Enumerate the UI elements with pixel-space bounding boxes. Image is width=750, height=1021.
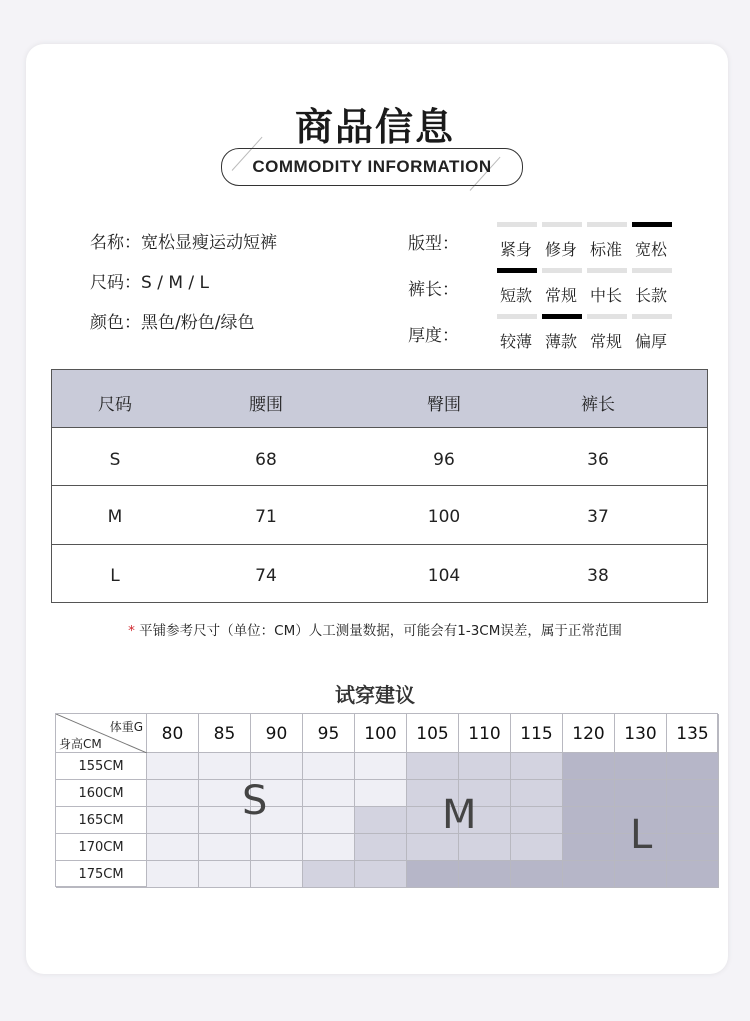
attribute-bar — [497, 268, 537, 273]
weight-header-label: 115 — [520, 724, 553, 744]
recommend-cell — [615, 780, 667, 807]
table-row — [52, 428, 707, 486]
product-name: 名称：宽松显瘦运动短裤 — [90, 233, 277, 253]
recommend-cell — [615, 753, 667, 780]
recommend-cell — [563, 753, 615, 780]
attribute-option[interactable]: 常规 — [589, 332, 622, 351]
recommend-cell — [303, 780, 355, 807]
recommend-cell — [147, 807, 199, 834]
weight-header-label: 80 — [161, 724, 184, 744]
height-header-label: 175CM — [78, 867, 124, 882]
note-text: 平铺参考尺寸（单位：CM）人工测量数据，可能会有1-3CM误差，属于正常范围 — [134, 623, 622, 639]
table-cell: 37 — [587, 507, 609, 527]
weight-header-label: 105 — [416, 724, 449, 744]
recommend-cell — [303, 753, 355, 780]
recommend-cell — [511, 861, 563, 888]
grid-corner — [56, 714, 147, 753]
weight-header-cell — [563, 714, 615, 753]
attribute-bar — [587, 222, 627, 227]
recommend-cell — [511, 753, 563, 780]
weight-header-cell — [355, 714, 407, 753]
corner-height-label: 身高CM — [59, 737, 102, 751]
table-cell: 74 — [255, 566, 277, 586]
size-region-label: L — [630, 812, 653, 858]
weight-header-cell — [667, 714, 719, 753]
recommend-cell — [199, 861, 251, 888]
attribute-option[interactable]: 宽松 — [634, 240, 667, 259]
page-title: 商品信息 — [294, 105, 455, 149]
recommend-cell — [147, 780, 199, 807]
recommend-cell — [563, 861, 615, 888]
recommend-cell — [303, 834, 355, 861]
product-sizes: 尺码：S / M / L — [90, 273, 209, 293]
table-cell: 100 — [427, 507, 461, 527]
table-row — [52, 546, 707, 604]
table-header-cell: 裤长 — [581, 395, 615, 415]
weight-header-cell — [615, 714, 667, 753]
weight-header-cell — [511, 714, 563, 753]
size-table — [51, 369, 708, 603]
recommend-cell — [147, 861, 199, 888]
recommend-cell — [303, 861, 355, 888]
attribute-option[interactable]: 薄款 — [544, 332, 577, 351]
recommend-cell — [667, 861, 719, 888]
recommend-cell — [355, 807, 407, 834]
recommend-cell — [407, 834, 459, 861]
recommend-cell — [563, 834, 615, 861]
recommend-cell — [303, 807, 355, 834]
attribute-option[interactable]: 常规 — [544, 286, 577, 305]
attribute-bar — [632, 314, 672, 319]
weight-header-label: 95 — [317, 724, 340, 744]
table-cell: 71 — [255, 507, 277, 527]
weight-header-label: 90 — [265, 724, 288, 744]
table-cell: 68 — [255, 450, 277, 470]
attribute-option[interactable]: 偏厚 — [634, 332, 667, 351]
weight-header-cell — [251, 714, 303, 753]
attribute-bar — [587, 314, 627, 319]
recommend-cell — [667, 807, 719, 834]
height-header-label: 170CM — [78, 840, 124, 855]
recommend-cell — [459, 753, 511, 780]
table-cell: 104 — [427, 566, 461, 586]
weight-header-cell — [459, 714, 511, 753]
size-recommend-grid — [55, 713, 718, 887]
height-header-cell — [56, 834, 147, 861]
note-star: * — [128, 623, 135, 639]
attribute-bar — [587, 268, 627, 273]
attribute-option[interactable]: 修身 — [544, 240, 577, 259]
table-cell: 96 — [433, 450, 455, 470]
recommend-cell — [511, 780, 563, 807]
recommend-cell — [355, 753, 407, 780]
weight-header-cell — [147, 714, 199, 753]
recommend-cell — [407, 753, 459, 780]
recommend-cell — [355, 834, 407, 861]
size-region-label: S — [242, 778, 268, 824]
attribute-bar — [497, 314, 537, 319]
weight-header-label: 110 — [468, 724, 501, 744]
attribute-bar — [542, 222, 582, 227]
weight-header-label: 130 — [624, 724, 657, 744]
recommend-cell — [563, 807, 615, 834]
measure-note — [0, 619, 750, 639]
table-header-cell: 腰围 — [249, 395, 283, 415]
weight-header-cell — [407, 714, 459, 753]
table-header-cell: 尺码 — [98, 395, 132, 415]
page-subtitle: COMMODITY INFORMATION — [221, 148, 523, 186]
attribute-option[interactable]: 标准 — [589, 240, 622, 259]
recommend-cell — [355, 861, 407, 888]
height-header-label: 155CM — [78, 759, 124, 774]
height-header-cell — [56, 861, 147, 888]
recommend-cell — [667, 834, 719, 861]
recommend-cell — [459, 834, 511, 861]
table-cell: 36 — [587, 450, 609, 470]
attribute-bar — [632, 222, 672, 227]
attribute-bar — [542, 314, 582, 319]
recommend-cell — [407, 861, 459, 888]
attribute-bar — [632, 268, 672, 273]
attribute-option[interactable]: 紧身 — [499, 240, 532, 259]
attribute-option[interactable]: 短款 — [499, 286, 532, 305]
recommend-cell — [147, 753, 199, 780]
recommend-cell — [355, 780, 407, 807]
weight-header-cell — [303, 714, 355, 753]
weight-header-label: 100 — [364, 724, 397, 744]
attribute-bar — [497, 222, 537, 227]
recommend-cell — [615, 861, 667, 888]
product-colors: 颜色：黑色/粉色/绿色 — [90, 313, 255, 333]
recommend-cell — [147, 834, 199, 861]
table-cell: 38 — [587, 566, 609, 586]
height-header-cell — [56, 780, 147, 807]
weight-header-label: 135 — [676, 724, 709, 744]
recommend-cell — [511, 807, 563, 834]
recommend-cell — [459, 861, 511, 888]
table-header-row — [52, 370, 707, 428]
recommend-cell — [199, 753, 251, 780]
height-header-cell — [56, 753, 147, 780]
recommend-cell — [511, 834, 563, 861]
table-header-cell: 臀围 — [427, 395, 461, 415]
recommend-title: 试穿建议 — [335, 683, 415, 707]
recommend-cell — [563, 780, 615, 807]
table-cell: M — [107, 507, 123, 527]
attribute-label: 版型： — [408, 234, 459, 254]
recommend-cell — [667, 753, 719, 780]
recommend-cell — [667, 780, 719, 807]
height-header-label: 160CM — [78, 786, 124, 801]
weight-header-label: 120 — [572, 724, 605, 744]
table-row — [52, 487, 707, 545]
recommend-cell — [251, 834, 303, 861]
attribute-option[interactable]: 长款 — [634, 286, 667, 305]
height-header-label: 165CM — [78, 813, 124, 828]
corner-weight-label: 体重G — [109, 720, 143, 734]
attribute-option[interactable]: 较薄 — [499, 332, 532, 351]
recommend-cell — [251, 753, 303, 780]
weight-header-label: 85 — [213, 724, 236, 744]
attribute-bar — [542, 268, 582, 273]
recommend-cell — [199, 834, 251, 861]
recommend-cell — [251, 861, 303, 888]
table-cell: L — [110, 566, 120, 586]
table-cell: S — [109, 450, 121, 470]
attribute-option[interactable]: 中长 — [589, 286, 622, 305]
size-region-label: M — [442, 792, 477, 838]
attribute-label: 厚度： — [408, 326, 459, 346]
attribute-label: 裤长： — [408, 280, 459, 300]
height-header-cell — [56, 807, 147, 834]
weight-header-cell — [199, 714, 251, 753]
